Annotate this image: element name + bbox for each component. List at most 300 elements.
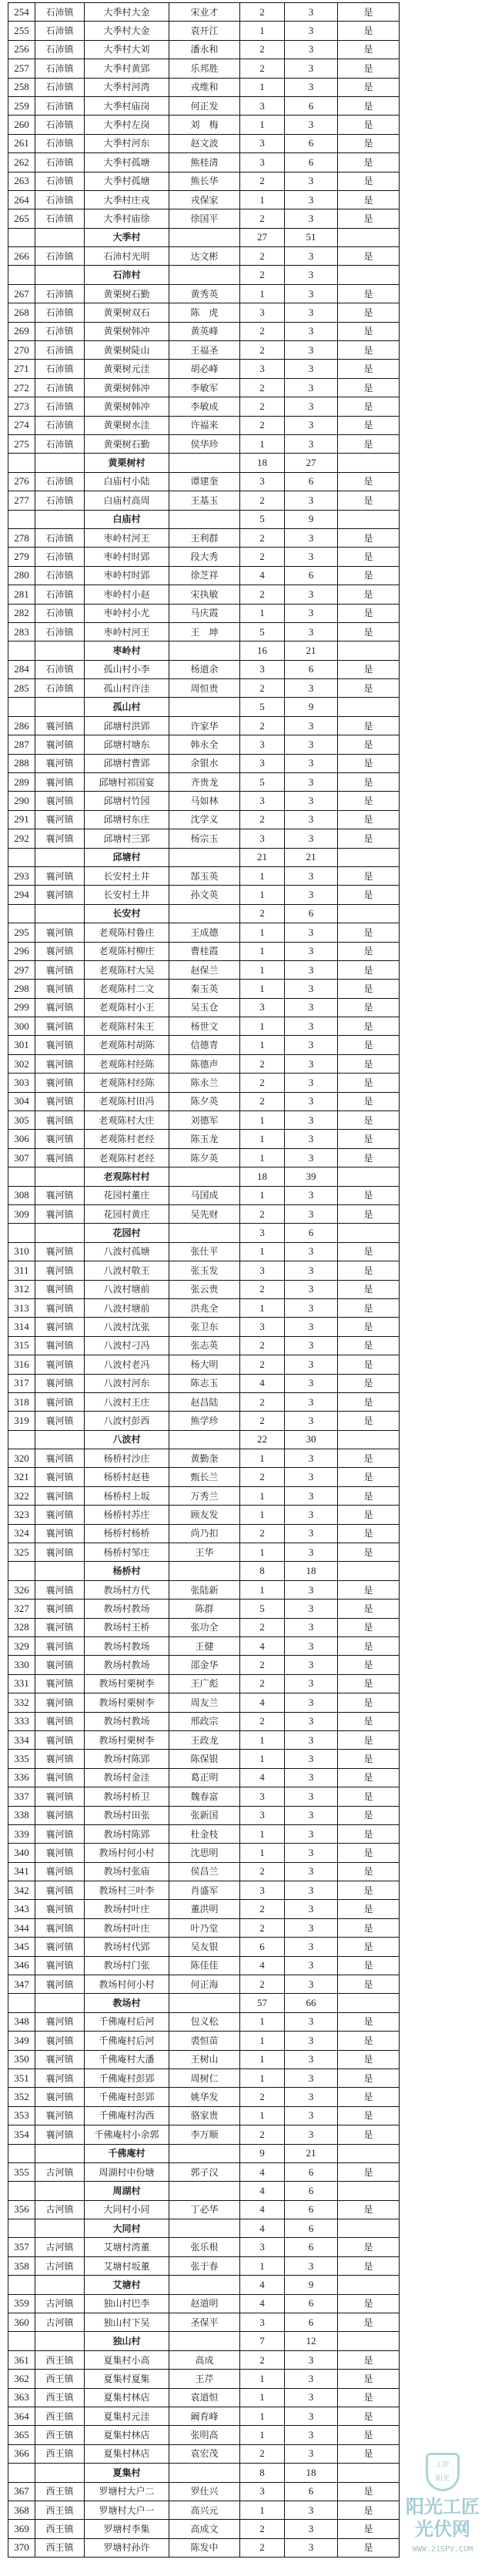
subtotal-village: 黄栗树村 (85, 454, 169, 472)
amount-cell: 3 (285, 190, 338, 209)
person-name-cell: 赵昌陆 (169, 1392, 240, 1411)
town-cell: 石沛镇 (35, 172, 85, 190)
row-number-cell: 326 (8, 1580, 35, 1599)
person-name-cell: 张新国 (169, 1806, 240, 1824)
village-group-cell: 大季村黄郢 (85, 59, 169, 78)
row-number-cell: 344 (8, 1918, 35, 1937)
amount-cell: 3 (285, 22, 338, 40)
town-cell: 襄河镇 (35, 1054, 85, 1073)
town-cell: 西王镇 (35, 2407, 85, 2426)
village-group-cell: 枣岭村小赵 (85, 585, 169, 604)
town-cell: 襄河镇 (35, 1956, 85, 1975)
eligible-cell: 是 (338, 923, 400, 942)
amount-cell: 3 (285, 1392, 338, 1411)
person-name-cell: 丁必华 (169, 2200, 240, 2219)
village-group-cell: 邱塘村东庄 (85, 810, 169, 829)
person-name-cell: 张志英 (169, 1336, 240, 1355)
town-cell: 襄河镇 (35, 792, 85, 810)
count-cell: 2 (240, 2125, 285, 2144)
person-name-cell: 陈德声 (169, 1054, 240, 1073)
person-name-cell (169, 2144, 240, 2162)
village-group-cell: 枣岭村时郢 (85, 566, 169, 585)
town-cell (35, 698, 85, 716)
count-cell: 1 (240, 1543, 285, 1562)
row-number-cell: 308 (8, 1186, 35, 1204)
table-row (8, 1280, 400, 1298)
person-name-cell: 熊学珍 (169, 1412, 240, 1430)
eligible-cell: 是 (338, 2350, 400, 2369)
village-group-cell: 八波村塘前 (85, 1298, 169, 1317)
count-cell: 2 (240, 1618, 285, 1636)
person-name-cell: 陈玉龙 (169, 1130, 240, 1148)
eligible-cell: 是 (338, 22, 400, 40)
eligible-cell: 是 (338, 1543, 400, 1562)
count-cell: 2 (240, 341, 285, 360)
count-cell: 2 (240, 1674, 285, 1693)
village-group-cell: 教场村门张 (85, 1956, 169, 1975)
table-row (8, 2444, 400, 2463)
town-cell: 襄河镇 (35, 1242, 85, 1261)
subtotal-village: 夏集村 (85, 2464, 169, 2482)
town-cell: 襄河镇 (35, 1712, 85, 1730)
town-cell (35, 228, 85, 246)
amount-cell: 3 (285, 491, 338, 510)
person-name-cell: 高兴元 (169, 2501, 240, 2519)
row-number-cell: 292 (8, 829, 35, 848)
amount-cell: 3 (285, 1824, 338, 1843)
amount-cell: 21 (285, 2144, 338, 2162)
amount-cell: 9 (285, 510, 338, 528)
row-number-cell: 341 (8, 1862, 35, 1881)
watermark-logo (402, 2453, 483, 2568)
person-name-cell: 段大秀 (169, 548, 240, 566)
eligible-cell (338, 904, 400, 923)
eligible-cell: 是 (338, 1054, 400, 1073)
row-number-cell: 256 (8, 40, 35, 59)
village-group-cell: 邱塘村祁国宴 (85, 773, 169, 792)
table-row (8, 1712, 400, 1730)
eligible-cell: 是 (338, 2370, 400, 2388)
count-cell: 2 (240, 491, 285, 510)
row-number-cell: 325 (8, 1543, 35, 1562)
village-group-cell: 老观陈村朱王 (85, 1017, 169, 1036)
town-cell: 襄河镇 (35, 754, 85, 772)
count-cell: 5 (240, 773, 285, 792)
table-row (8, 1543, 400, 1562)
amount-cell: 3 (285, 322, 338, 340)
subtotal-row (8, 2219, 400, 2238)
town-cell: 襄河镇 (35, 1862, 85, 1881)
town-cell: 石沛镇 (35, 679, 85, 698)
eligible-cell: 是 (338, 604, 400, 622)
row-number-cell: 318 (8, 1392, 35, 1411)
amount-cell: 3 (285, 1844, 338, 1862)
town-cell: 襄河镇 (35, 2069, 85, 2087)
amount-cell: 3 (285, 1130, 338, 1148)
count-cell: 57 (240, 1994, 285, 2012)
person-name-cell: 张仕平 (169, 1242, 240, 1261)
town-cell: 石沛镇 (35, 190, 85, 209)
row-number-cell: 329 (8, 1636, 35, 1655)
row-number-cell: 327 (8, 1600, 35, 1618)
row-number-cell: 298 (8, 980, 35, 998)
eligible-cell: 是 (338, 1881, 400, 1900)
row-number-cell (8, 510, 35, 528)
count-cell: 2 (240, 59, 285, 78)
table-row (8, 2200, 400, 2219)
count-cell: 3 (240, 134, 285, 152)
person-name-cell: 陈保银 (169, 1750, 240, 1768)
eligible-cell: 是 (338, 1524, 400, 1543)
subtotal-village: 大季村 (85, 228, 169, 246)
person-name-cell: 徐芝祥 (169, 566, 240, 585)
person-name-cell (169, 2182, 240, 2200)
amount-cell: 3 (285, 247, 338, 266)
town-cell: 西王镇 (35, 2520, 85, 2538)
amount-cell: 3 (285, 1092, 338, 1110)
person-name-cell: 侯昌兰 (169, 1862, 240, 1881)
town-cell: 襄河镇 (35, 1580, 85, 1599)
count-cell: 1 (240, 886, 285, 904)
town-cell: 古河镇 (35, 2256, 85, 2275)
village-group-cell: 八波村老冯 (85, 1355, 169, 1374)
table-row (8, 2125, 400, 2144)
village-group-cell: 大季村孤塘 (85, 172, 169, 190)
subtotal-row (8, 266, 400, 284)
amount-cell: 3 (285, 116, 338, 134)
count-cell: 1 (240, 1824, 285, 1843)
town-cell: 襄河镇 (35, 1486, 85, 1505)
town-cell: 石沛镇 (35, 341, 85, 360)
count-cell: 4 (240, 1693, 285, 1712)
village-group-cell: 教场村教场 (85, 1636, 169, 1655)
town-cell: 襄河镇 (35, 923, 85, 942)
eligible-cell: 是 (338, 1787, 400, 1806)
amount-cell: 3 (285, 1524, 338, 1543)
eligible-cell: 是 (338, 1806, 400, 1824)
table-row (8, 2520, 400, 2538)
eligible-cell: 是 (338, 2088, 400, 2106)
eligible-cell: 是 (338, 378, 400, 397)
subtotal-row (8, 510, 400, 528)
row-number-cell: 332 (8, 1693, 35, 1712)
subtotal-village: 艾塘村 (85, 2276, 169, 2294)
eligible-cell: 是 (338, 247, 400, 266)
village-group-cell: 老观陈村胡陈 (85, 1036, 169, 1054)
count-cell: 1 (240, 434, 285, 453)
amount-cell: 6 (285, 96, 338, 115)
eligible-cell (338, 698, 400, 716)
table-row (8, 1355, 400, 1374)
amount-cell: 9 (285, 698, 338, 716)
amount-cell: 3 (285, 1017, 338, 1036)
eligible-cell: 是 (338, 2125, 400, 2144)
eligible-cell: 是 (338, 960, 400, 979)
amount-cell: 6 (285, 2294, 338, 2313)
count-cell: 6 (240, 1938, 285, 1956)
table-row (8, 1130, 400, 1148)
row-number-cell: 279 (8, 548, 35, 566)
table-row (8, 247, 400, 266)
amount-cell: 3 (285, 1374, 338, 1392)
table-row (8, 2106, 400, 2125)
subtotal-row (8, 2276, 400, 2294)
person-name-cell: 张陆新 (169, 1580, 240, 1599)
eligible-cell: 是 (338, 190, 400, 209)
row-number-cell: 315 (8, 1336, 35, 1355)
table-row (8, 566, 400, 585)
village-group-cell: 千佛庵村大潘 (85, 2050, 169, 2069)
person-name-cell (169, 228, 240, 246)
amount-cell: 18 (285, 1562, 338, 1580)
person-name-cell: 王健 (169, 1636, 240, 1655)
person-name-cell (169, 454, 240, 472)
count-cell: 2 (240, 416, 285, 434)
village-group-cell: 夏集村林店 (85, 2444, 169, 2463)
row-number-cell: 364 (8, 2407, 35, 2426)
village-group-cell: 黄栗树韩冲 (85, 378, 169, 397)
village-group-cell: 长安村土井 (85, 866, 169, 885)
row-number-cell (8, 904, 35, 923)
eligible-cell: 是 (338, 1938, 400, 1956)
count-cell: 1 (240, 2370, 285, 2388)
person-name-cell: 尚乃扣 (169, 1524, 240, 1543)
table-row (8, 1111, 400, 1130)
person-name-cell (169, 1994, 240, 2012)
town-cell (35, 2144, 85, 2162)
row-number-cell: 277 (8, 491, 35, 510)
person-name-cell: 王成德 (169, 923, 240, 942)
person-name-cell: 罗仕兴 (169, 2482, 240, 2501)
table-row (8, 1261, 400, 1280)
row-number-cell: 263 (8, 172, 35, 190)
row-number-cell: 349 (8, 2032, 35, 2050)
village-group-cell: 大季村庙徐 (85, 209, 169, 228)
eligible-cell (338, 1994, 400, 2012)
town-cell: 襄河镇 (35, 1938, 85, 1956)
town-cell: 襄河镇 (35, 866, 85, 885)
eligible-cell (338, 1224, 400, 1242)
town-cell: 襄河镇 (35, 1768, 85, 1787)
person-name-cell: 骆家贵 (169, 2106, 240, 2125)
table-row (8, 2388, 400, 2407)
count-cell: 1 (240, 1730, 285, 1749)
eligible-cell: 是 (338, 1111, 400, 1130)
count-cell: 2 (240, 548, 285, 566)
count-cell: 3 (240, 792, 285, 810)
person-name-cell: 李敏成 (169, 397, 240, 416)
row-number-cell (8, 454, 35, 472)
eligible-cell (338, 2219, 400, 2238)
eligible-cell: 是 (338, 1092, 400, 1110)
row-number-cell: 358 (8, 2256, 35, 2275)
town-cell: 襄河镇 (35, 773, 85, 792)
town-cell: 襄河镇 (35, 1618, 85, 1636)
amount-cell: 3 (285, 434, 338, 453)
eligible-cell (338, 641, 400, 660)
village-group-cell: 教场村陈郢 (85, 1824, 169, 1843)
eligible-cell: 是 (338, 116, 400, 134)
row-number-cell: 351 (8, 2069, 35, 2087)
village-group-cell: 黄栗树石勤 (85, 284, 169, 303)
village-group-cell: 白庙村小陆 (85, 472, 169, 491)
village-group-cell: 罗塘村李集 (85, 2520, 169, 2538)
amount-cell: 6 (285, 904, 338, 923)
village-group-cell: 枣岭村时郢 (85, 548, 169, 566)
table-row (8, 1186, 400, 1204)
amount-cell: 3 (285, 303, 338, 322)
town-cell (35, 510, 85, 528)
village-group-cell: 大季村河湾 (85, 78, 169, 96)
row-number-cell: 333 (8, 1712, 35, 1730)
amount-cell: 6 (285, 153, 338, 172)
count-cell: 3 (240, 1224, 285, 1242)
person-name-cell (169, 2464, 240, 2482)
amount-cell: 6 (285, 2182, 338, 2200)
town-cell: 襄河镇 (35, 886, 85, 904)
town-cell (35, 266, 85, 284)
table-row (8, 434, 400, 453)
eligible-cell: 是 (338, 2482, 400, 2501)
amount-cell: 3 (285, 1674, 338, 1693)
person-name-cell: 马如林 (169, 792, 240, 810)
subtotal-village: 千佛庵村 (85, 2144, 169, 2162)
row-number-cell: 321 (8, 1468, 35, 1486)
count-cell: 1 (240, 78, 285, 96)
row-number-cell: 275 (8, 434, 35, 453)
row-number-cell: 363 (8, 2388, 35, 2407)
person-name-cell: 熊长华 (169, 172, 240, 190)
town-cell: 石沛镇 (35, 209, 85, 228)
village-group-cell: 八波村河东 (85, 1374, 169, 1392)
eligible-cell: 是 (338, 153, 400, 172)
village-group-cell: 教场村教场 (85, 1712, 169, 1730)
amount-cell: 3 (285, 1938, 338, 1956)
town-cell: 襄河镇 (35, 1130, 85, 1148)
person-name-cell: 宋业才 (169, 3, 240, 22)
person-name-cell: 秦玉英 (169, 980, 240, 998)
table-row (8, 1524, 400, 1543)
town-cell: 襄河镇 (35, 1844, 85, 1862)
count-cell: 1 (240, 2050, 285, 2069)
row-number-cell: 283 (8, 622, 35, 641)
row-number-cell: 362 (8, 2370, 35, 2388)
village-group-cell: 黄栗树水洼 (85, 416, 169, 434)
row-number-cell: 301 (8, 1036, 35, 1054)
count-cell: 1 (240, 2501, 285, 2519)
table-row (8, 2050, 400, 2069)
eligible-cell (338, 848, 400, 866)
amount-cell: 18 (285, 2464, 338, 2482)
count-cell: 3 (240, 2238, 285, 2256)
town-cell: 石沛镇 (35, 416, 85, 434)
count-cell: 1 (240, 980, 285, 998)
person-name-cell: 陈发中 (169, 2538, 240, 2557)
village-group-cell: 白庙村高周 (85, 491, 169, 510)
count-cell: 8 (240, 1562, 285, 1580)
row-number-cell: 334 (8, 1730, 35, 1749)
row-number-cell: 266 (8, 247, 35, 266)
amount-cell: 3 (285, 266, 338, 284)
count-cell: 1 (240, 1242, 285, 1261)
count-cell: 1 (240, 2012, 285, 2031)
eligible-cell: 是 (338, 585, 400, 604)
row-number-cell: 287 (8, 735, 35, 754)
person-name-cell: 达文彬 (169, 247, 240, 266)
count-cell: 1 (240, 2069, 285, 2087)
person-name-cell: 陈群 (169, 1600, 240, 1618)
row-number-cell: 369 (8, 2520, 35, 2538)
eligible-cell: 是 (338, 1280, 400, 1298)
table-row (8, 1392, 400, 1411)
eligible-cell (338, 2182, 400, 2200)
person-name-cell: 杜金枝 (169, 1824, 240, 1843)
amount-cell: 3 (285, 2444, 338, 2463)
eligible-cell (338, 1430, 400, 1449)
amount-cell: 3 (285, 2370, 338, 2388)
person-name-cell: 黄英峰 (169, 322, 240, 340)
town-cell: 襄河镇 (35, 716, 85, 735)
person-name-cell: 张于春 (169, 2256, 240, 2275)
town-cell: 石沛镇 (35, 604, 85, 622)
person-name-cell: 余银水 (169, 754, 240, 772)
town-cell: 襄河镇 (35, 980, 85, 998)
table-row (8, 2350, 400, 2369)
table-row (8, 1506, 400, 1524)
town-cell: 襄河镇 (35, 1543, 85, 1562)
amount-cell: 3 (285, 1054, 338, 1073)
village-group-cell: 罗塘村大户一 (85, 2501, 169, 2519)
village-group-cell: 八波村王庄 (85, 1392, 169, 1411)
table-row (8, 810, 400, 829)
count-cell: 1 (240, 284, 285, 303)
table-row (8, 96, 400, 115)
table-row (8, 1242, 400, 1261)
subtotal-row (8, 2182, 400, 2200)
town-cell: 石沛镇 (35, 585, 85, 604)
person-name-cell: 沈思明 (169, 1844, 240, 1862)
row-number-cell: 320 (8, 1449, 35, 1468)
town-cell: 襄河镇 (35, 1750, 85, 1768)
person-name-cell (169, 698, 240, 716)
amount-cell: 3 (285, 2012, 338, 2031)
row-number-cell: 302 (8, 1054, 35, 1073)
eligible-cell (338, 2332, 400, 2350)
person-name-cell (169, 641, 240, 660)
eligible-cell: 是 (338, 1374, 400, 1392)
table-row (8, 773, 400, 792)
amount-cell: 3 (285, 1900, 338, 1918)
amount-cell: 3 (285, 1881, 338, 1900)
village-group-cell: 枣岭村河王 (85, 528, 169, 547)
subtotal-village: 孤山村 (85, 698, 169, 716)
amount-cell: 3 (285, 2538, 338, 2557)
table-row (8, 2012, 400, 2031)
town-cell: 襄河镇 (35, 1148, 85, 1167)
count-cell: 18 (240, 454, 285, 472)
person-name-cell: 吴友银 (169, 1938, 240, 1956)
eligible-cell: 是 (338, 980, 400, 998)
person-name-cell: 周恒贵 (169, 679, 240, 698)
subtotal-village: 花园村 (85, 1224, 169, 1242)
village-group-cell: 杨桥村杨桥 (85, 1524, 169, 1543)
row-number-cell: 345 (8, 1938, 35, 1956)
subtotal-row (8, 641, 400, 660)
amount-cell: 3 (285, 2520, 338, 2538)
person-name-cell: 张卫东 (169, 1318, 240, 1336)
table-row (8, 1862, 400, 1881)
eligible-cell: 是 (338, 172, 400, 190)
